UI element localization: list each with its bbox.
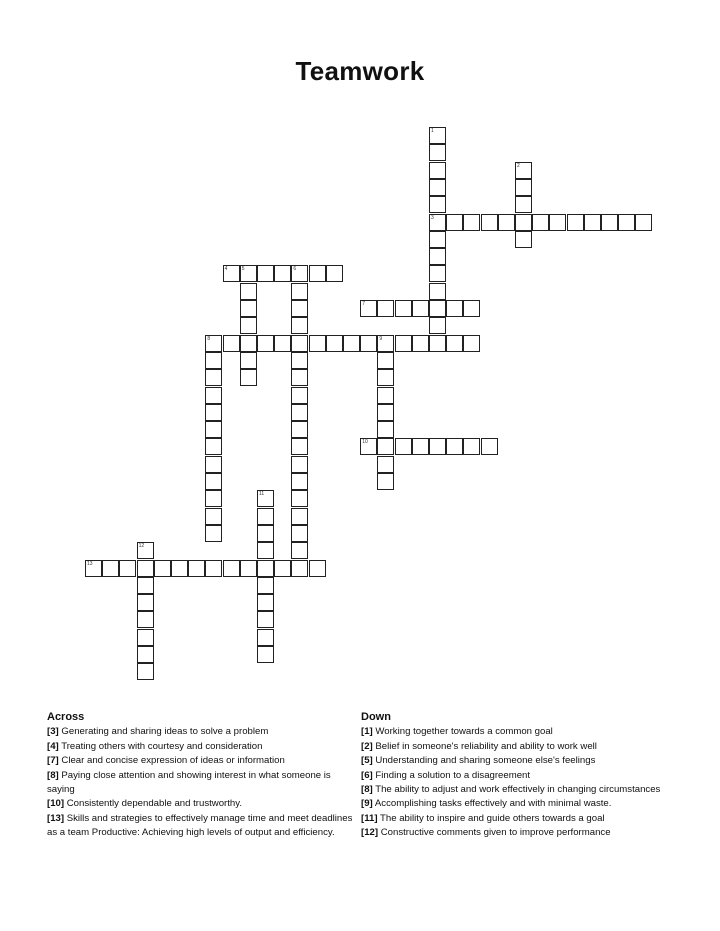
crossword-cell[interactable] [291,404,308,421]
crossword-cell[interactable] [291,473,308,490]
down-clue [361,769,671,783]
crossword-cell[interactable] [154,560,171,577]
crossword-cell[interactable] [205,473,222,490]
crossword-cell[interactable] [429,335,446,352]
crossword-cell[interactable] [137,663,154,680]
crossword-cell[interactable] [205,560,222,577]
crossword-cell[interactable] [257,265,274,282]
across-clue [47,725,359,739]
crossword-cell[interactable] [119,560,136,577]
clue-text: The ability to inspire and guide others towards a goal [377,812,605,824]
crossword-cell[interactable] [446,335,463,352]
across-clue [47,797,359,811]
clue-text: Constructive comments given to improve performance [378,827,611,839]
crossword-cell[interactable] [274,335,291,352]
crossword-cell[interactable] [377,335,394,352]
clue-number: [3] [47,726,59,738]
crossword-cell[interactable] [309,265,326,282]
crossword-cell[interactable] [291,421,308,438]
crossword-cell[interactable] [463,335,480,352]
clue-text: Accomplishing tasks effectively and with minimal waste. [372,798,612,810]
crossword-cell[interactable] [446,300,463,317]
clue-text: Generating and sharing ideas to solve a problem [58,726,269,738]
clue-text: Consistently dependable and trustworthy. [64,798,243,810]
crossword-cell[interactable] [377,473,394,490]
cell-number: 1 [431,128,434,134]
crossword-cell[interactable] [223,560,240,577]
crossword-cell[interactable] [498,214,515,231]
clue-number: [11] [361,812,378,824]
crossword-cell[interactable] [291,525,308,542]
crossword-cell[interactable] [137,577,154,594]
cell-number: 5 [241,266,245,273]
clue-number: [10] [47,798,65,810]
clue-number: [7] [47,755,59,767]
crossword-cell[interactable] [291,335,308,352]
crossword-cell[interactable] [515,214,532,231]
cell-number: 9 [379,335,383,342]
cell-number: 2 [517,162,520,169]
crossword-cell[interactable] [515,231,532,248]
crossword-cell[interactable] [223,335,240,352]
crossword-cell[interactable] [291,317,308,334]
crossword-cell[interactable] [137,646,154,663]
crossword-cell[interactable] [429,214,446,231]
crossword-cell[interactable] [481,438,498,455]
down-clue [361,725,671,739]
crossword-cell[interactable] [515,162,532,179]
crossword-cell[interactable] [429,127,446,144]
crossword-cell[interactable] [395,438,412,455]
down-clues [361,710,671,841]
down-clue [361,740,671,754]
crossword-cell[interactable] [205,369,222,386]
crossword-cell[interactable] [395,300,412,317]
crossword-cell[interactable] [257,594,274,611]
crossword-cell[interactable] [171,560,188,577]
page-title: Teamwork [295,56,425,86]
crossword-cell[interactable] [85,560,102,577]
crossword-cell[interactable] [240,300,257,317]
crossword-cell[interactable] [326,335,343,352]
crossword-cell[interactable] [291,387,308,404]
crossword-cell[interactable] [137,542,154,559]
crossword-cell[interactable] [360,335,377,352]
crossword-cell[interactable] [412,335,429,352]
crossword-cell[interactable] [291,508,308,525]
across-clues [47,710,359,841]
crossword-cell[interactable] [205,352,222,369]
crossword-cell[interactable] [309,560,326,577]
crossword-cell[interactable] [257,490,274,507]
cell-number: 12 [138,543,145,550]
crossword-cell[interactable] [446,438,463,455]
crossword-cell[interactable] [429,144,446,161]
across-heading: Across [47,711,85,723]
crossword-cell[interactable] [205,404,222,421]
crossword-cell[interactable] [515,196,532,213]
crossword-cell[interactable] [205,456,222,473]
crossword-cell[interactable] [377,421,394,438]
across-clue [47,754,359,768]
crossword-cell[interactable] [463,300,480,317]
clue-text: The ability to adjust and work effectively in changing circumstances [372,784,661,796]
crossword-cell[interactable] [412,438,429,455]
crossword-cell[interactable] [240,560,257,577]
crossword-cell[interactable] [309,335,326,352]
crossword-cell[interactable] [205,525,222,542]
across-clue [47,740,359,754]
crossword-cell[interactable] [223,265,240,282]
crossword-cell[interactable] [429,283,446,300]
crossword-cell[interactable] [291,283,308,300]
crossword-cell[interactable] [137,594,154,611]
crossword-cell[interactable] [343,335,360,352]
crossword-cell[interactable] [291,560,308,577]
cell-number: 4 [224,266,228,273]
crossword-cell[interactable] [377,352,394,369]
crossword-cell[interactable] [137,560,154,577]
clue-text: Skills and strategies to effectively manage time and meet deadlines as a team Productive: Achieving high levels of output and efficiency. [47,812,353,839]
crossword-cell[interactable] [257,646,274,663]
crossword-cell[interactable] [274,560,291,577]
clue-text: Clear and concise expression of ideas or information [58,755,285,767]
crossword-cell[interactable] [429,162,446,179]
down-clue [361,754,671,768]
crossword-cell[interactable] [429,300,446,317]
across-clue [47,769,359,798]
clue-number: [12] [361,827,379,839]
crossword-cell[interactable] [240,265,257,282]
clue-number: [8] [361,784,373,796]
crossword-cell[interactable] [429,231,446,248]
down-clue [361,812,671,826]
crossword-cell[interactable] [395,335,412,352]
crossword-cell[interactable] [240,352,257,369]
crossword-cell[interactable] [205,508,222,525]
crossword-cell[interactable] [429,248,446,265]
cell-number: 6 [293,266,297,273]
crossword-cell[interactable] [446,214,463,231]
crossword-cell[interactable] [257,560,274,577]
crossword-cell[interactable] [326,265,343,282]
cell-number: 7 [362,301,365,307]
clue-number: [4] [47,740,59,752]
crossword-cell[interactable] [240,317,257,334]
down-clue [361,783,671,797]
cell-number: 11 [259,491,265,498]
clue-number: [1] [361,726,373,738]
cell-number: 8 [207,335,211,342]
clue-text: Belief in someone's reliability and ability to work well [372,740,597,752]
crossword-cell[interactable] [463,214,480,231]
down-clue [361,797,671,811]
crossword-cell[interactable] [274,265,291,282]
crossword-cell[interactable] [481,214,498,231]
crossword-cell[interactable] [205,335,222,352]
down-heading: Down [361,711,391,723]
crossword-cell[interactable] [257,577,274,594]
crossword-cell[interactable] [635,214,652,231]
clue-number: [9] [361,798,373,810]
crossword-cell[interactable] [532,214,549,231]
clue-text: Finding a solution to a disagreement [372,769,531,781]
crossword-cell[interactable] [601,214,618,231]
crossword-cell[interactable] [291,438,308,455]
across-clue [47,812,359,841]
crossword-cell[interactable] [240,283,257,300]
crossword-cell[interactable] [567,214,584,231]
crossword-cell[interactable] [549,214,566,231]
crossword-cell[interactable] [205,421,222,438]
crossword-cell[interactable] [291,490,308,507]
crossword-cell[interactable] [360,300,377,317]
cell-number: 3 [431,214,434,221]
down-clue [361,826,671,840]
crossword-cell[interactable] [429,196,446,213]
crossword-cell[interactable] [360,438,377,455]
crossword-cell[interactable] [377,456,394,473]
crossword-cell[interactable] [429,317,446,334]
crossword-cell[interactable] [257,611,274,628]
crossword-cell[interactable] [429,179,446,196]
crossword-cell[interactable] [429,438,446,455]
clue-number: [13] [47,812,65,824]
clue-text: Paying close attention and showing interest in what someone is saying [47,769,331,796]
clue-number: [6] [361,769,373,781]
crossword-cell[interactable] [240,335,257,352]
crossword-cell[interactable] [291,542,308,559]
crossword-cell[interactable] [257,525,274,542]
crossword-cell[interactable] [257,335,274,352]
crossword-cell[interactable] [102,560,119,577]
clue-number: [2] [361,740,373,752]
crossword-cell[interactable] [205,438,222,455]
crossword-cell[interactable] [291,369,308,386]
crossword-cell[interactable] [205,387,222,404]
clue-number: [8] [47,769,59,781]
cell-number: 13 [87,560,93,567]
crossword-cell[interactable] [291,352,308,369]
crossword-cell[interactable] [240,369,257,386]
crossword-cell[interactable] [412,300,429,317]
clue-text: Treating others with courtesy and consideration [58,740,263,752]
crossword-cell[interactable] [463,438,480,455]
clue-text: Working together towards a common goal [372,726,553,738]
crossword-cell[interactable] [515,179,532,196]
crossword-cell[interactable] [291,265,308,282]
crossword-cell[interactable] [618,214,635,231]
crossword-cell[interactable] [584,214,601,231]
crossword-cell[interactable] [291,456,308,473]
crossword-cell[interactable] [377,387,394,404]
crossword-cell[interactable] [137,611,154,628]
clue-number: [5] [361,755,373,767]
crossword-cell[interactable] [377,404,394,421]
cell-number: 10 [362,439,368,446]
crossword-cell[interactable] [257,629,274,646]
crossword-cell[interactable] [188,560,205,577]
clue-text: Understanding and sharing someone else's feelings [372,755,596,767]
crossword-cell[interactable] [291,300,308,317]
crossword-cell[interactable] [257,508,274,525]
crossword-cell[interactable] [137,629,154,646]
crossword-cell[interactable] [205,490,222,507]
crossword-cell[interactable] [257,542,274,559]
crossword-cell[interactable] [429,265,446,282]
crossword-cell[interactable] [377,438,394,455]
crossword-cell[interactable] [377,369,394,386]
crossword-cell[interactable] [377,300,394,317]
